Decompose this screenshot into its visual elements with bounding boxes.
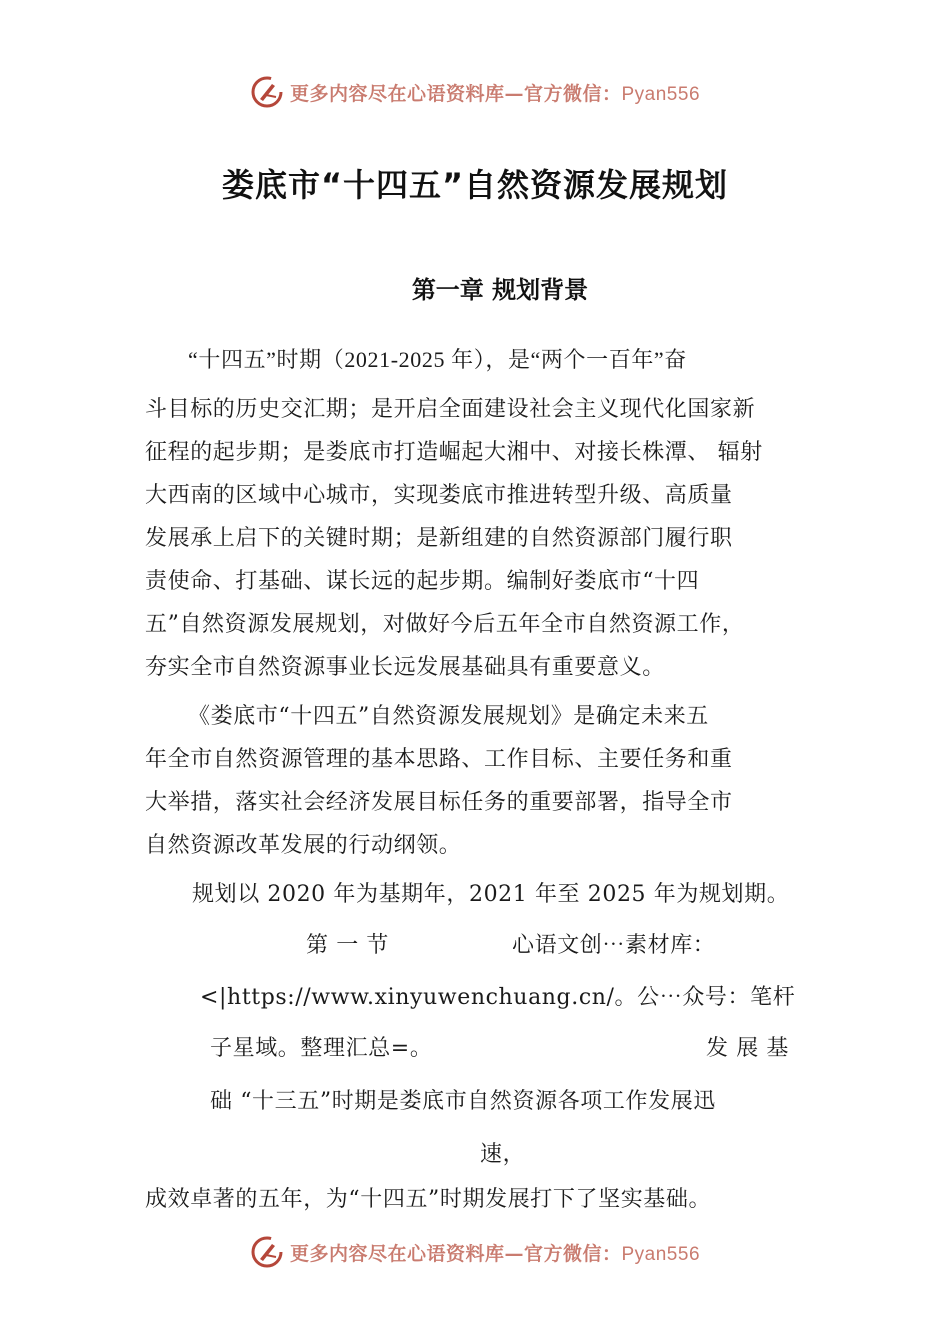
chapter-heading: 第一章 规划背景: [411, 276, 589, 304]
brush-logo-icon: [250, 75, 284, 109]
banner-text: 更多内容尽在心语资料库—官方微信：Pyan556: [289, 1242, 701, 1265]
body-line: 速，: [480, 1142, 526, 1167]
body-line: 年全市自然资源管理的基本思路、工作目标、主要任务和重: [145, 747, 733, 772]
footer-watermark-banner: [0, 1232, 950, 1272]
section-title-fragment: 发 展 基: [706, 1036, 789, 1061]
body-line: 成效卓著的五年，为“十四五”时期发展打下了坚实基础。: [145, 1187, 712, 1212]
body-line: 五”自然资源发展规划，对做好今后五年全市自然资源工作，: [145, 612, 745, 637]
watermark-text: 心语文创⋯素材库：: [512, 933, 716, 958]
body-line: 夯实全市自然资源事业长远发展基础具有重要意义。: [145, 655, 665, 680]
body-line: 规划以 2020 年为基期年，2021 年至 2025 年为规划期。: [192, 882, 790, 907]
body-line: 征程的起步期；是娄底市打造崛起大湘中、对接长株潭、 辐射: [145, 440, 763, 465]
body-line: 发展承上启下的关键时期；是新组建的自然资源部门履行职: [145, 526, 733, 551]
watermark-text: 子星域。整理汇总=。: [210, 1036, 433, 1061]
body-line: 《娄底市“十四五”自然资源发展规划》是确定未来五: [188, 704, 709, 729]
body-line: 自然资源改革发展的行动纲领。: [145, 833, 462, 858]
wechat-id: Pyan556: [621, 83, 701, 105]
wechat-id: Pyan556: [621, 1243, 701, 1265]
brush-logo-icon: [250, 1235, 284, 1269]
body-line: 责使命、打基础、谋长远的起步期。编制好娄底市“十四: [145, 569, 700, 594]
body-line: 础 “十三五”时期是娄底市自然资源各项工作发展迅: [210, 1089, 716, 1114]
banner-text: 更多内容尽在心语资料库—官方微信：Pyan556: [289, 82, 701, 105]
document-title: 娄底市“十四五”自然资源发展规划: [221, 166, 729, 204]
body-line: 大举措，落实社会经济发展目标任务的重要部署，指导全市: [145, 790, 733, 815]
header-watermark-banner: [0, 72, 950, 112]
section-label: 第 一 节: [306, 933, 389, 958]
body-line: 大西南的区域中心城市，实现娄底市推进转型升级、高质量: [145, 483, 733, 508]
watermark-url-line: <|https://www.xinyuwenchuang.cn/。公⋯众号：笔杆: [200, 985, 796, 1010]
body-line: 斗目标的历史交汇期；是开启全面建设社会主义现代化国家新: [145, 397, 756, 422]
body-line: “十四五”时期（2021-2025 年），是“两个一百年”奋: [188, 347, 687, 372]
